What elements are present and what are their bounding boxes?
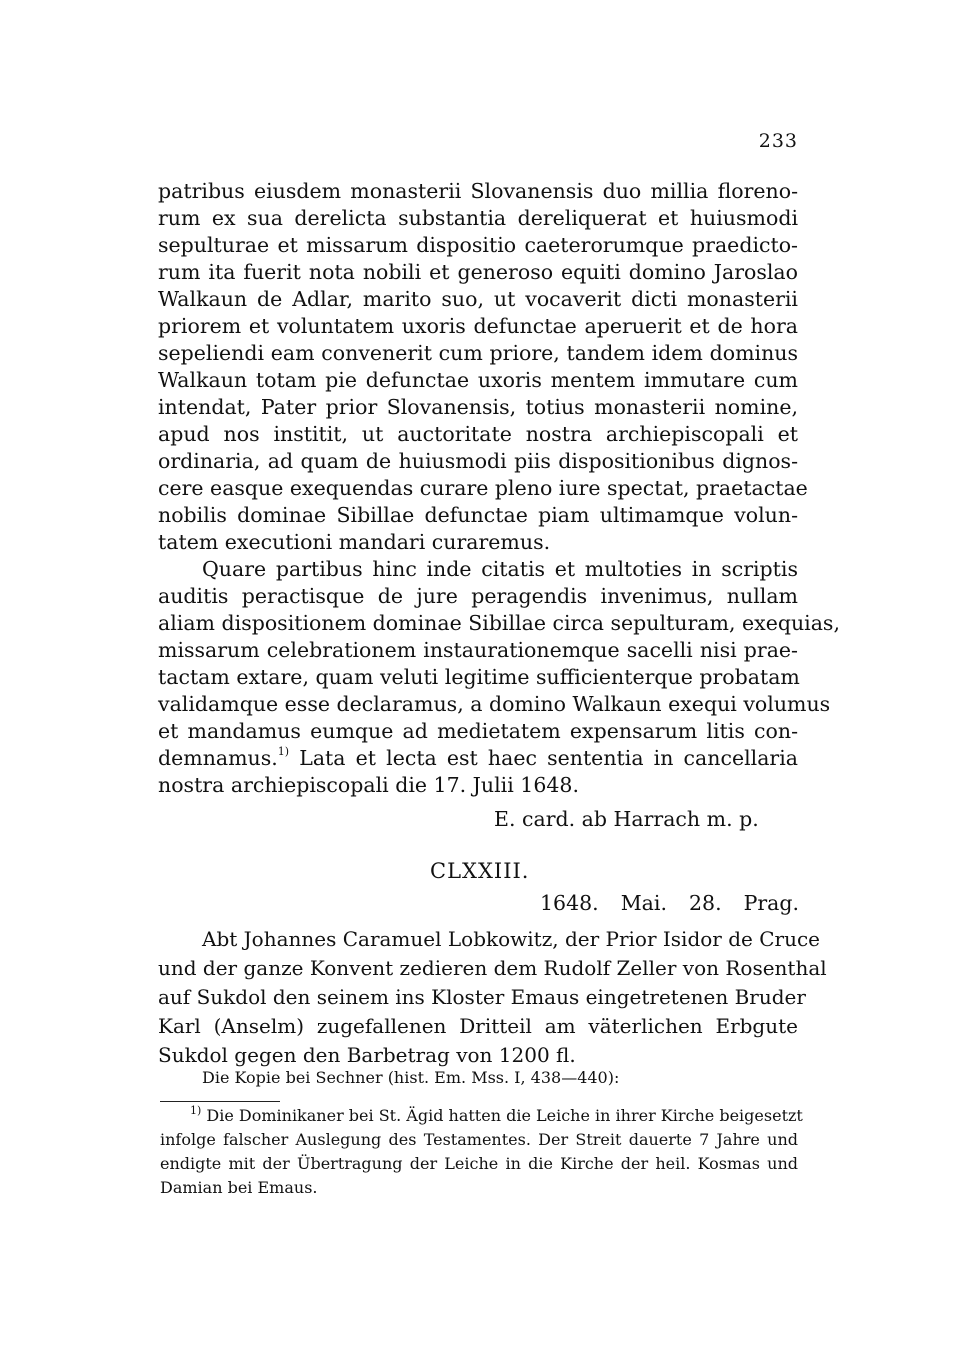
page-number: 233 <box>758 130 798 152</box>
footnote-line <box>160 1104 803 1128</box>
text-line: Quare partibus hinc inde citatis et multoties in scriptis <box>202 557 798 581</box>
main-text <box>158 178 840 799</box>
footnote-marker: 1) <box>190 1104 202 1117</box>
regest-line: Abt Johannes Caramuel Lobkowitz, der Prior Isidor de Cruce <box>202 927 820 951</box>
text-line: validamque esse declaramus, a domino Walkaun exequi volumus <box>158 692 831 716</box>
date-place: Prag. <box>743 891 800 915</box>
text-line: ordinaria, ad quam de huiusmodi piis dispositionibus dignos- <box>158 449 798 473</box>
text-line: patribus eiusdem monasterii Slovanensis duo millia floreno- <box>158 179 798 203</box>
date-month: Mai. <box>620 891 667 915</box>
regest-line: Sukdol gegen den Barbetrag von 1200 fl. <box>158 1043 576 1067</box>
regest-line: auf Sukdol den seinem ins Kloster Emaus eingetretenen Bruder <box>158 985 806 1009</box>
text-line: priorem et voluntatem uxoris defunctae aperuerit et de hora <box>158 314 798 338</box>
footnote-line: Damian bei Emaus. <box>160 1178 318 1197</box>
date-year: 1648. <box>540 891 599 915</box>
text-line: sepeliendi eam convenerit cum priore, tandem idem dominus <box>158 341 798 365</box>
dateline <box>540 891 799 915</box>
text-line: rum ita fuerit nota nobili et generoso equiti domino Jaroslao <box>158 260 798 284</box>
text-line: missarum celebrationem instaurationemque sacelli nisi prae- <box>158 638 798 662</box>
text-line: aliam dispositionem dominae Sibillae circa sepulturam, exequias, <box>158 611 840 635</box>
regest-line: Karl (Anselm) zugefallenen Dritteil am väterlichen Erbgute <box>158 1014 798 1038</box>
text-line: tatem executioni mandari curaremus. <box>158 530 551 554</box>
signature: E. card. ab Harrach m. p. <box>494 807 759 831</box>
footnote-divider <box>160 1101 280 1102</box>
text-line: intendat, Pater prior Slovanensis, totius monasterii nomine, <box>158 395 798 419</box>
footnotes <box>160 1104 803 1200</box>
text-line: tactam extare, quam veluti legitime sufficienterque probatam <box>158 665 800 689</box>
footnote-line: endigte mit der Übertragung der Leiche in die Kirche der heil. Kosmas und <box>160 1154 798 1173</box>
text-line: Walkaun de Adlar, marito suo, ut vocaverit dicti monasterii <box>158 287 798 311</box>
text-line: cere easque exequendas curare pleno iure spectat, praetactae <box>158 476 808 500</box>
text-fragment: Die Dominikaner bei St. Ägid hatten die Leiche in ihrer Kirche beigesetzt <box>201 1106 803 1125</box>
regest <box>158 925 827 1070</box>
text-line: auditis peractisque de jure peragendis invenimus, nullam <box>158 584 798 608</box>
footnote-line: infolge falscher Auslegung des Testamentes. Der Streit dauerte 7 Jahre und <box>160 1130 798 1149</box>
regest-line: und der ganze Konvent zedieren dem Rudolf Zeller von Rosenthal <box>158 956 827 980</box>
text-fragment: Lata et lecta est haec sententia in cancellaria <box>289 746 798 770</box>
text-line-with-footnote <box>158 745 798 772</box>
text-line: rum ex sua derelicta substantia dereliquerat et huiusmodi <box>158 206 798 230</box>
footnote-reference[interactable]: 1) <box>277 745 290 758</box>
text-fragment: demnamus. <box>158 746 278 770</box>
date-day: 28. <box>688 891 722 915</box>
source-note: Die Kopie bei Sechner (hist. Em. Mss. I, 438—440): <box>202 1068 620 1087</box>
text-line: sepulturae et missarum dispositio caeterorumque praedicto- <box>158 233 798 257</box>
text-line: et mandamus eumque ad medietatem expensarum litis con- <box>158 719 798 743</box>
text-line: apud nos institit, ut auctoritate nostra archiepiscopali et <box>158 422 798 446</box>
text-line: nostra archiepiscopali die 17. Julii 1648. <box>158 773 579 797</box>
text-line: Walkaun totam pie defunctae uxoris mentem immutare cum <box>158 368 798 392</box>
document-number: CLXXIII. <box>430 859 530 883</box>
text-line: nobilis dominae Sibillae defunctae piam ultimamque volun- <box>158 503 798 527</box>
